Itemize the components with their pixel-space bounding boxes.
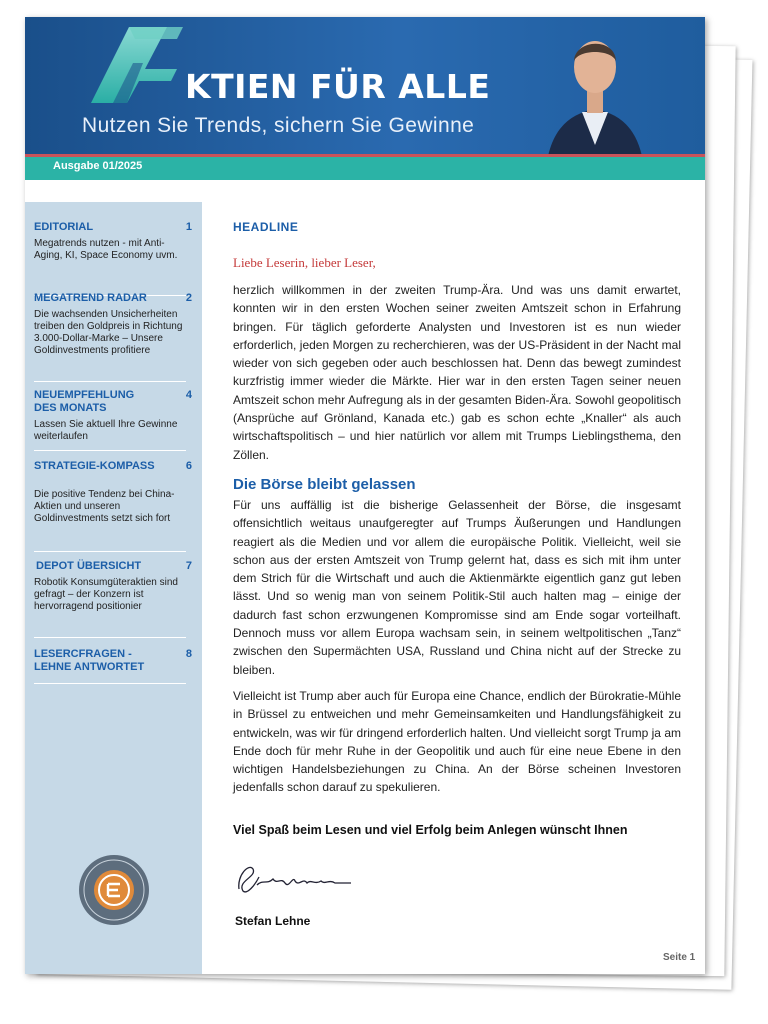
toc-heading: NEUEMPFEHLUNG DES MONATS xyxy=(34,389,135,414)
toc-heading: MEGATREND RADAR xyxy=(34,292,147,304)
greeting: Liebe Leserin, lieber Leser, xyxy=(233,255,376,270)
toc-item-depot-uebersicht[interactable] xyxy=(34,560,192,638)
signer-name: Stefan Lehne xyxy=(235,914,311,928)
paragraph-europa: Vielleicht ist Trump aber auch für Europa eine Chance, endlich der Bürokratie-Mühle in Brüssel zu entweichen und mehr Gemeinsamkeiten und Handlungsfähigkeit zu entwickeln, was wir für dringend erforderlich halten. Und vielleicht sorgt Trump ja am Ende doch für mehr Ruhe in der Geopolitik und auch für eine neue Ebene in den wichtigen Handelsbeziehungen zu China. An der Börse scheinen Investoren jedenfalls schon darauf zu spekulieren. xyxy=(233,689,681,795)
toc-heading: LESERCFRAGEN - LEHNE ANTWORTET xyxy=(34,648,145,673)
toc-description: Megatrends nutzen - mit Anti-Aging, KI, Space Economy uvm. xyxy=(34,238,178,261)
toc-page-number: 2 xyxy=(185,292,192,304)
toc-heading: EDITORIAL xyxy=(34,221,94,233)
toc-heading: STRATEGIE-KOMPASS xyxy=(34,460,155,472)
newsletter-page xyxy=(25,17,705,974)
header-banner xyxy=(25,17,705,154)
toc-item-leserfragen[interactable] xyxy=(34,648,192,684)
toc-item-editorial[interactable] xyxy=(34,221,192,296)
toc-page-number: 7 xyxy=(185,560,192,572)
toc-description: Die positive Tendenz bei China-Aktien und unseren Goldinvestments setzt sich fort xyxy=(34,489,175,524)
toc-description: Robotik Konsumgüteraktien sind gefragt – der Konzern ist hervorragend positionier xyxy=(34,577,178,612)
seal-badge-icon xyxy=(77,853,151,927)
paragraph-boerse: Für uns auffällig ist die bisherige Gelassenheit der Börse, die insgesamt offensichtlich weitaus unaufgeregter auf Trumps Äußerungen und Handlungen reagiert als die Medien und vor allem die europäische Politik. Vielleicht, weil sie schon aus der ersten Amtszeit von Trump gelernt hat, dass es sich mit ihm unter dem Strich für die Wirtschaft und auch die Aktienmärkte eigentlich ganz gut leben lässt. Und so wenig man von seinem Politik-Stil auch halten mag – einige der dadurch fast schon erzwungenen Kompromisse sind am Ende sogar vorteilhaft. Dennoch muss vor allem Europa wachsam sein, in seinem weltpolitischen „Tanz“ zwischen den Supermächten USA, Russland und China nicht auf der Strecke zu bleiben. xyxy=(233,498,681,677)
page-number: Seite 1 xyxy=(663,952,696,963)
toc-page-number: 4 xyxy=(185,389,192,401)
toc-heading: DEPOT ÜBERSICHT xyxy=(36,560,142,572)
article-headline: HEADLINE xyxy=(233,220,299,234)
closing-line: Viel Spaß beim Lesen und viel Erfolg beim Anlegen wünscht Ihnen xyxy=(233,823,628,837)
toc-item-neuempfehlung[interactable] xyxy=(34,389,192,451)
newsletter-title: KTIEN FÜR ALLE xyxy=(185,67,491,106)
issue-label: Ausgabe 01/2025 xyxy=(53,160,143,172)
section-heading: Die Börse bleibt gelassen xyxy=(233,476,416,493)
toc-page-number: 1 xyxy=(185,221,192,233)
toc-item-megatrend-radar[interactable] xyxy=(34,292,192,382)
toc-page-number: 8 xyxy=(185,648,192,660)
toc-item-strategie-kompass[interactable] xyxy=(34,460,192,552)
toc-description: Lassen Sie aktuell Ihre Gewinne weiterlaufen xyxy=(34,419,178,442)
toc-page-number: 6 xyxy=(185,460,192,472)
signature xyxy=(233,855,363,899)
toc-description: Die wachsenden Unsicherheiten treiben den Goldpreis in Richtung 3.000-Dollar-Marke – Unsere Goldinvestments profitiere xyxy=(34,309,183,356)
newsletter-subtitle: Nutzen Sie Trends, sichern Sie Gewinne xyxy=(82,114,475,137)
paragraph-intro: herzlich willkommen in der zweiten Trump-Ära. Und was uns damit erwartet, konnten wir in den ersten Wochen seiner zweiten Amtszeit schon in Erfahrung bringen. Für täglich geforderte Analysten und Investoren ist es nun wieder erforderlich, jeden Morgen zu recherchieren, was der US-Präsident in der Nacht mal wieder von sich gegeben oder auch beschlossen hat. Denn das bewegt zumindest kurzfristig immer wieder die Märkte. Hier war in den ersten Tagen seiner neuen Amtszeit schon mehr Aufregung als in der gesamten Biden-Ära. Sowohl geopolitisch (Ansprüche auf Grönland, Kanada etc.) gab es schon echte „Knaller“ als auch wirtschaftspolitisch – und hier natürlich vor allem mit Trumps Lieblingsthema, den Zöllen. xyxy=(233,283,681,462)
issue-bar xyxy=(25,157,705,180)
